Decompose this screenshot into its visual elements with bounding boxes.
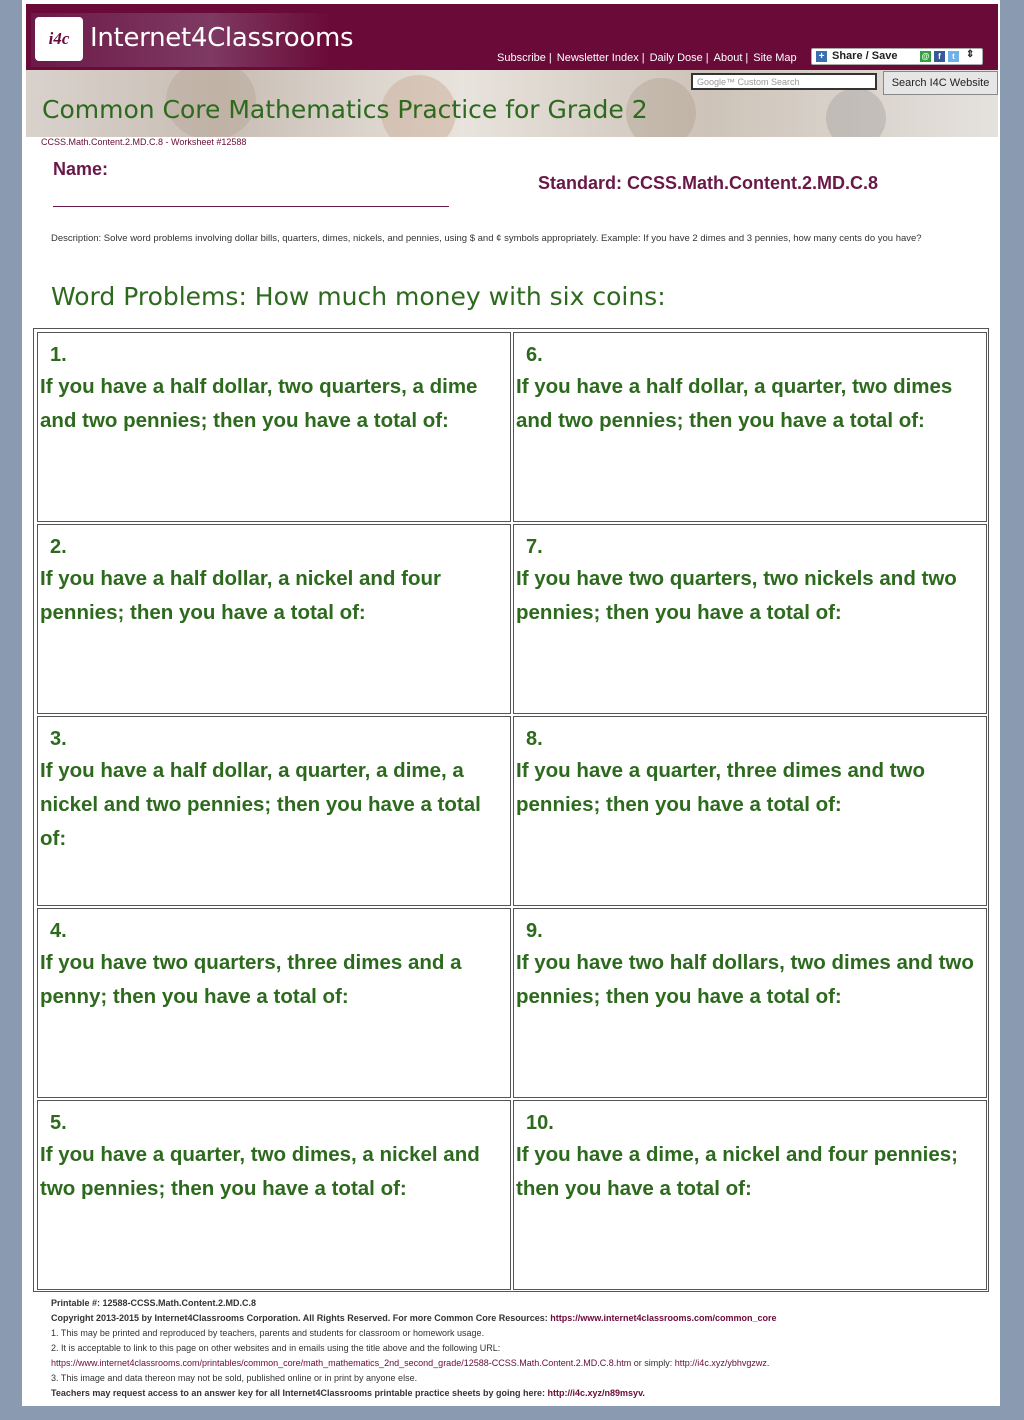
problem-text: If you have a quarter, three dimes and two pennies; then you have a total of: [516, 759, 925, 816]
plus-icon: + [816, 51, 827, 62]
problem-cell [513, 524, 987, 714]
problem-number: 10. [526, 1112, 554, 1134]
nav-separator: | [745, 52, 749, 64]
problem-number: 8. [526, 728, 543, 750]
facebook-icon[interactable]: f [934, 51, 945, 62]
twitter-icon[interactable]: t [948, 51, 959, 62]
worksheet-url-link[interactable]: https://www.internet4classrooms.com/printables/common_core/math_mathematics_2nd_second_grade/12588-CCSS.Math.Content.2.MD.C.8.htm [51, 1358, 632, 1368]
copyright-text: Copyright 2013-2015 by Internet4Classrooms Corporation. All Rights Reserved. For more Common Core Resources: [51, 1313, 551, 1323]
problem-cell [37, 716, 511, 906]
answer-key-link[interactable]: http://i4c.xyz/n89msyv. [547, 1388, 645, 1398]
printable-number: Printable #: 12588-CCSS.Math.Content.2.MD.C.8 [51, 1298, 257, 1308]
common-core-link[interactable]: https://www.internet4classrooms.com/common_core [550, 1313, 777, 1323]
usage-url-line [51, 1356, 991, 1371]
worksheet-page [22, 0, 1000, 1406]
problem-number: 3. [50, 728, 67, 750]
email-share-icon[interactable]: @ [921, 52, 930, 61]
logo-text: Internet4Classrooms [90, 23, 354, 53]
share-label: Share / Save [832, 50, 898, 62]
search-button[interactable]: Search I4C Website [883, 71, 998, 95]
copyright-line [51, 1311, 991, 1326]
problem-number: 6. [526, 344, 543, 366]
nav-site-map[interactable]: Site Map [753, 52, 797, 64]
problem-number: 9. [526, 920, 543, 942]
problems-grid [33, 328, 989, 1292]
url-connector-text: or simply: [631, 1358, 675, 1368]
problem-text: If you have a half dollar, a nickel and four pennies; then you have a total of: [40, 567, 441, 624]
page-title: Common Core Mathematics Practice for Grade 2 [42, 95, 648, 124]
nav-separator: | [705, 52, 709, 64]
problem-cell [37, 332, 511, 522]
nav-subscribe[interactable]: Subscribe [497, 52, 546, 64]
problem-number: 1. [50, 344, 67, 366]
problem-text: If you have two quarters, two nickels and two pennies; then you have a total of: [516, 567, 957, 624]
section-title: Word Problems: How much money with six coins: [51, 282, 666, 311]
description: Description: Solve word problems involving dollar bills, quarters, dimes, nickels, and pennies, using $ and ¢ symbols appropriately. Example: If you have 2 dimes and 3 pennies, how many cents do you have? [51, 233, 922, 244]
problem-text: If you have a dime, a nickel and four pennies; then you have a total of: [516, 1143, 959, 1200]
nav-newsletter-index[interactable]: Newsletter Index [556, 52, 639, 64]
usage-note-1: 1. This may be printed and reproduced by teachers, parents and students for classroom or homework usage. [51, 1328, 485, 1338]
site-logo[interactable] [31, 13, 354, 67]
nav-daily-dose[interactable]: Daily Dose [649, 52, 703, 64]
answer-key-line [51, 1386, 991, 1401]
i4c-logo-icon: i4c [35, 17, 83, 61]
page-footer [51, 1296, 991, 1401]
share-save-button[interactable] [811, 48, 983, 65]
search-input[interactable]: Google™ Custom Search [691, 73, 877, 90]
problem-cell [37, 1100, 511, 1290]
answer-key-text: Teachers may request access to an answer key for all Internet4Classrooms printable practice sheets by going here: [51, 1388, 548, 1398]
usage-note-3: 3. This image and data thereon may not be sold, published online or in print by anyone else. [51, 1373, 418, 1383]
nav-about[interactable]: About [713, 52, 743, 64]
problem-cell [513, 908, 987, 1098]
problem-cell [37, 524, 511, 714]
top-nav [497, 52, 797, 64]
standard-label: Standard: CCSS.Math.Content.2.MD.C.8 [538, 173, 879, 193]
problem-cell [37, 908, 511, 1098]
nav-separator: | [548, 52, 552, 64]
name-line [53, 206, 449, 207]
usage-note-2: 2. It is acceptable to link to this page on other websites and in emails using the title above and the following URL: [51, 1343, 501, 1353]
problem-number: 2. [50, 536, 67, 558]
problem-text: If you have a half dollar, two quarters, a dime and two pennies; then you have a total of: [40, 375, 478, 432]
problem-text: If you have two half dollars, two dimes and two pennies; then you have a total of: [516, 951, 974, 1008]
banner-photo-shape [826, 88, 886, 137]
problem-cell [513, 716, 987, 906]
chevron-updown-icon: ⇕ [966, 49, 975, 60]
site-header [26, 4, 998, 70]
banner [26, 70, 998, 137]
problem-text: If you have a quarter, two dimes, a nickel and two pennies; then you have a total of: [40, 1143, 480, 1200]
problem-cell [513, 332, 987, 522]
problem-text: If you have a half dollar, a quarter, a dime, a nickel and two pennies; then you have a total of: [40, 759, 481, 850]
nav-separator: | [641, 52, 645, 64]
short-url-link[interactable]: http://i4c.xyz/ybhvgzwz. [674, 1358, 770, 1368]
worksheet-id: CCSS.Math.Content.2.MD.C.8 - Worksheet #12588 [41, 137, 247, 147]
name-label: Name: [53, 159, 109, 179]
problem-text: If you have two quarters, three dimes and a penny; then you have a total of: [40, 951, 462, 1008]
problem-number: 5. [50, 1112, 67, 1134]
problem-number: 4. [50, 920, 67, 942]
problem-cell [513, 1100, 987, 1290]
problem-number: 7. [526, 536, 543, 558]
problem-text: If you have a half dollar, a quarter, two dimes and two pennies; then you have a total of: [516, 375, 953, 432]
